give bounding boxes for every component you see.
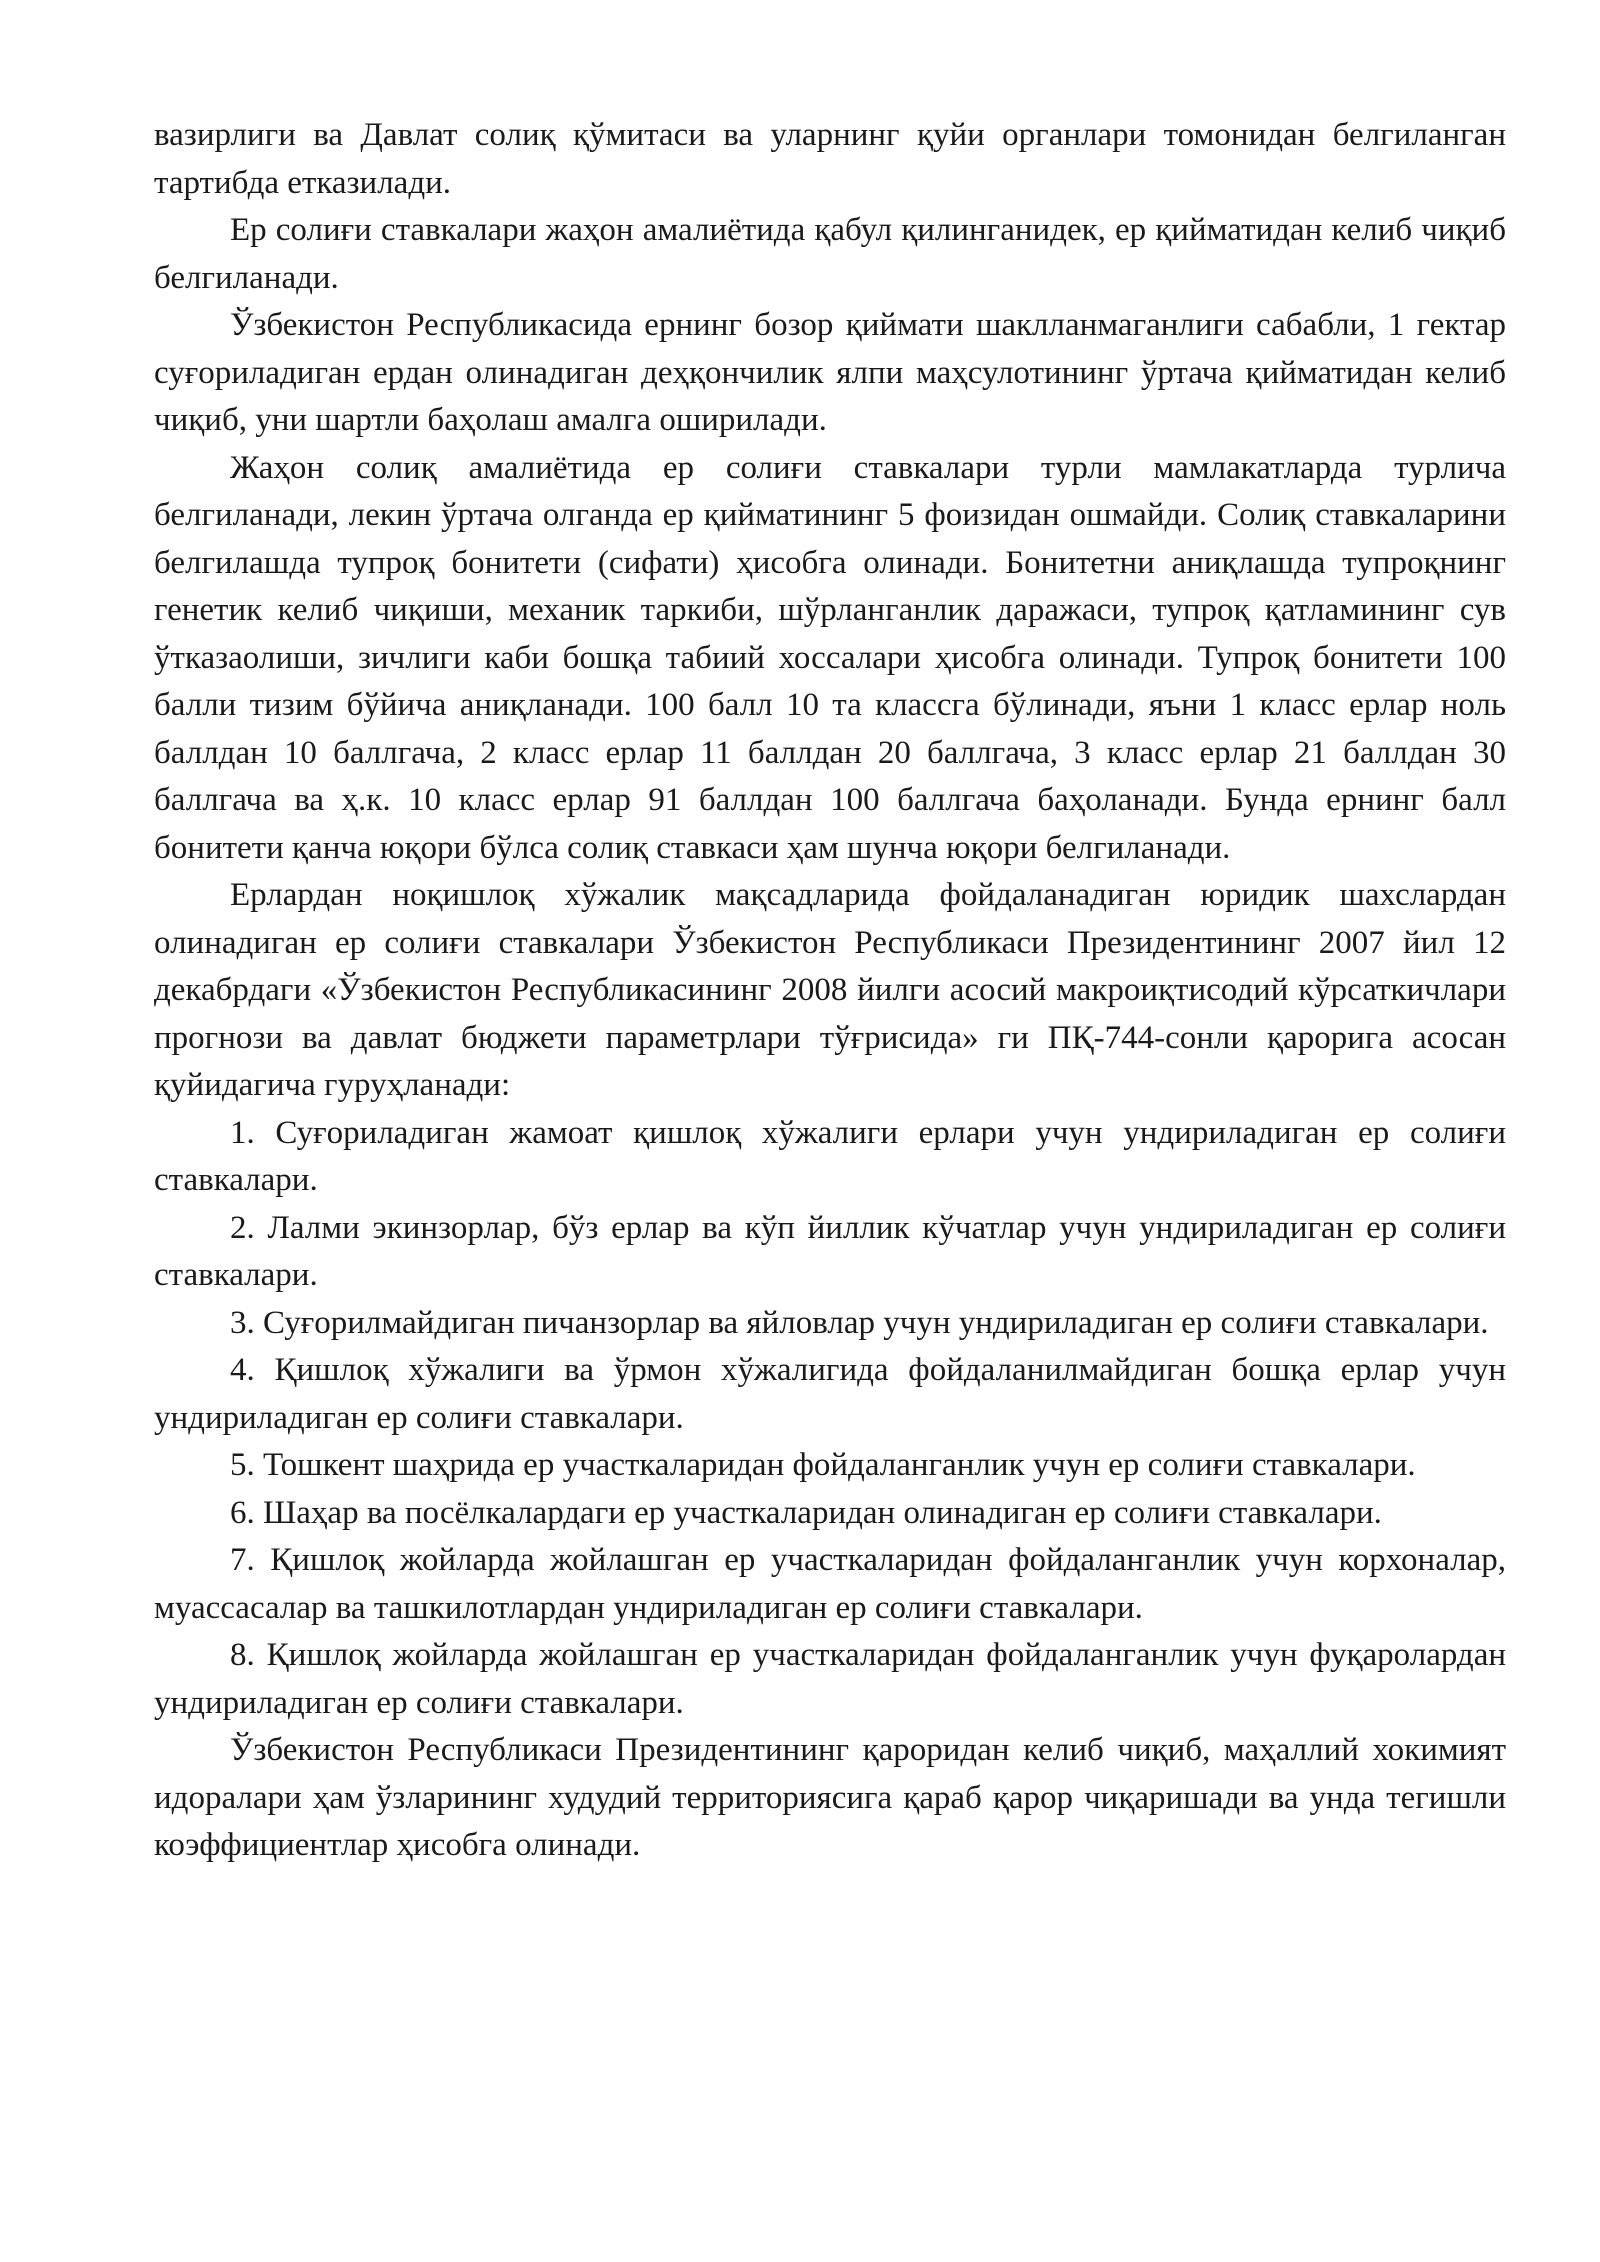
paragraph-continuation: вазирлиги ва Давлат солиқ қўмитаси ва уларнинг қуйи органлари томонидан белгиланган тартибда етказилади. <box>154 117 1506 201</box>
list-item-6: 6. Шаҳар ва посёлкалардаги ер участкаларидан олинадиган ер солиғи ставкалари. <box>230 1494 1382 1531</box>
list-item-4: 4. Қишлоқ хўжалиги ва ўрмон хўжалигида фойдаланилмайдиган бошқа ерлар учун ундириладиган ер солиғи ставкалари. <box>154 1352 1506 1436</box>
list-item-2: 2. Лалми экинзорлар, бўз ерлар ва кўп йиллик кўчатлар учун ундириладиган ер солиғи ставкалари. <box>154 1209 1506 1293</box>
document-page <box>154 112 1506 1870</box>
list-item-3: 3. Суғорилмайдиган пичанзорлар ва яйловлар учун ундириладиган ер солиғи ставкалари. <box>230 1304 1489 1341</box>
paragraph-market-value: Ўзбекистон Республикасида ернинг бозор қиймати шаклланмаганлиги сабабли, 1 гектар суғориладиган ердан олинадиган деҳқончилик ялпи маҳсулотининг ўртача қийматидан келиб чиқиб, уни шартли баҳолаш амалга оширилади. <box>154 307 1506 438</box>
list-item-5: 5. Тошкент шаҳрида ер участкаларидан фойдаланганлик учун ер солиғи ставкалари. <box>230 1447 1416 1483</box>
list-item-7: 7. Қишлоқ жойларда жойлашган ер участкаларидан фойдаланганлик учун корхоналар, муассасалар ва ташкилотлардан ундириладиган ер солиғи ставкалари. <box>154 1542 1506 1626</box>
list-item-8: 8. Қишлоқ жойларда жойлашган ер участкаларидан фойдаланганлик учун фуқаролардан ундириладиган ер солиғи ставкалари. <box>154 1637 1506 1721</box>
paragraph-tax-rates-intro: Ер солиғи ставкалари жаҳон амалиётида қабул қилинганидек, ер қийматидан келиб чиқиб белгиланади. <box>154 212 1506 296</box>
paragraph-conclusion: Ўзбекистон Республикаси Президентининг қароридан келиб чиқиб, маҳаллий хокимият идоралари ҳам ўзларининг худудий территориясига қараб қарор чиқаришади ва унда тегишли коэффициентлар ҳисобга олинади. <box>154 1732 1506 1863</box>
list-item-1: 1. Суғориладиган жамоат қишлоқ хўжалиги ерлари учун ундириладиган ер солиғи ставкалари. <box>154 1114 1506 1198</box>
paragraph-non-agricultural: Ерлардан ноқишлоқ хўжалик мақсадларида фойдаланадиган юридик шахслардан олинадиган ер солиғи ставкалари Ўзбекистон Республикаси Президентининг 2007 йил 12 декабрдаги «Ўзбекистон Республикасининг 2008 йилги асосий макроиқтисодий кўрсаткичлари прогнози ва давлат бюджети параметрлари тўғрисида» ги ПҚ-744-сонли қарорига асосан қуйидагича гуруҳланади: <box>154 877 1506 1103</box>
paragraph-soil-bonitet: Жаҳон солиқ амалиётида ер солиғи ставкалари турли мамлакатларда турлича белгиланади, лекин ўртача олганда ер қийматининг 5 фоизидан ошмайди. Солиқ ставкаларини белгилашда тупроқ бонитети (сифати) ҳисобга олинади. Бонитетни аниқлашда тупроқнинг генетик келиб чиқиши, механик таркиби, шўрланганлик даражаси, тупроқ қатламининг сув ўтказаолиши, зичлиги каби бошқа табиий хоссалари ҳисобга олинади. Тупроқ бонитети 100 балли тизим бўйича аниқланади. 100 балл 10 та классга бўлинади, яъни 1 класс ерлар ноль баллдан 10 баллгача, 2 класс ерлар 11 баллдан 20 баллгача, 3 класс ерлар 21 баллдан 30 баллгача ва ҳ.к. 10 класс ерлар 91 баллдан 100 баллгача баҳоланади. Бунда ернинг балл бонитети қанча юқори бўлса солиқ ставкаси ҳам шунча юқори белгиланади. <box>154 449 1506 866</box>
